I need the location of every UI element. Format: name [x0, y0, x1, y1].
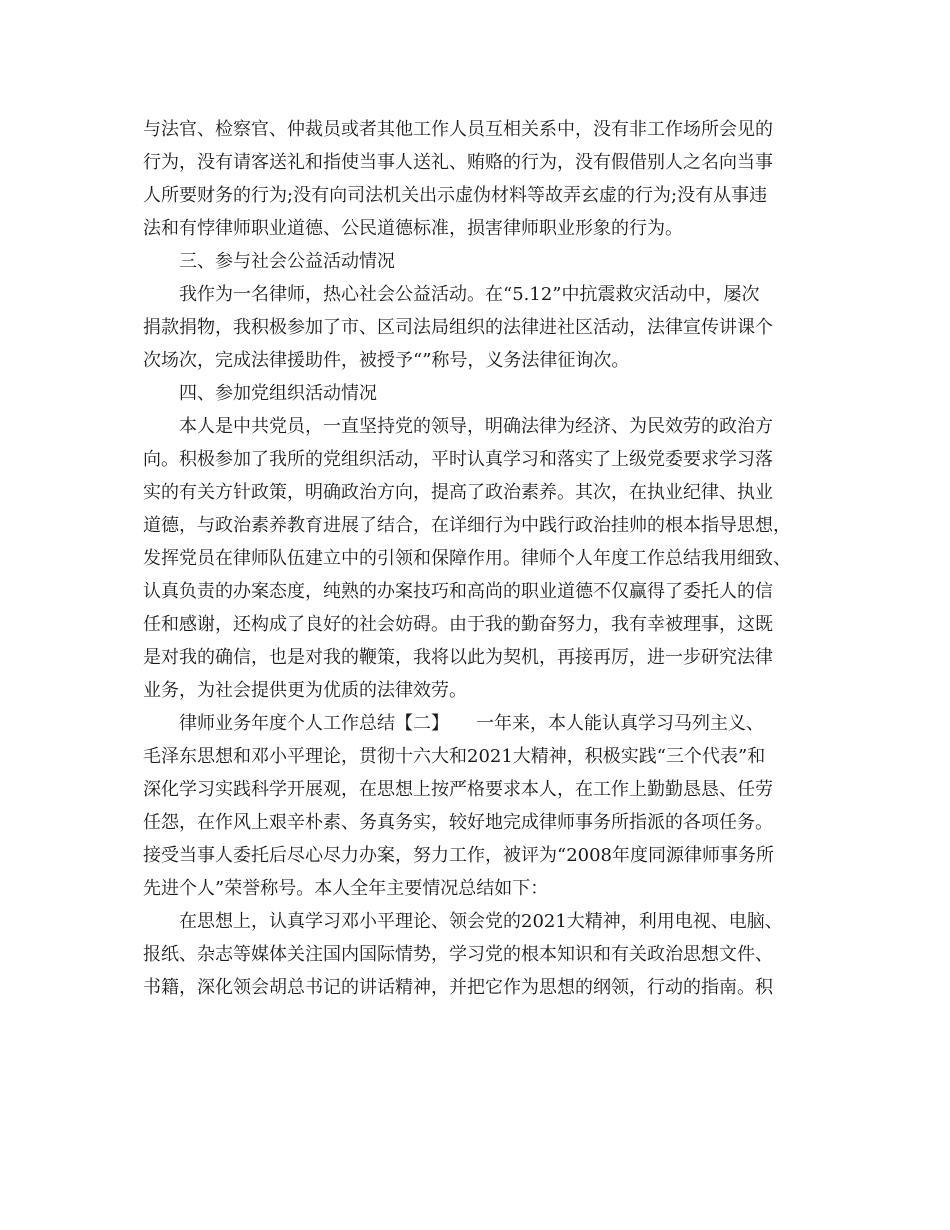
text-line: 在思想上，认真学习邓小平理论、领会党的2021大精神，利用电视、电脑、	[179, 911, 783, 932]
section-heading: 三、参与社会公益活动情况	[179, 251, 395, 272]
section-heading: 四、参加党组织活动情况	[179, 383, 377, 404]
text-line: 书籍，深化领会胡总书记的讲话精神，并把它作为思想的纲领，行动的指南。积	[143, 977, 773, 998]
text-line: 毛泽东思想和邓小平理论，贯彻十六大和2021大精神，积极实践“三个代表”和	[143, 746, 766, 767]
text-line: 人所要财务的行为;没有向司法机关出示虚伪材料等故弄玄虚的行为;没有从事违	[143, 185, 768, 206]
text-line: 深化学习实践科学开展观，在思想上按严格要求本人，在工作上勤勤恳恳、任劳	[143, 779, 773, 800]
text-line: 是对我的确信，也是对我的鞭策，我将以此为契机，再接再厉，进一步研究法律	[143, 647, 773, 668]
text-line: 先进个人”荣誉称号。本人全年主要情况总结如下：	[143, 878, 549, 899]
text-line: 法和有悖律师职业道德、公民道德标准，损害律师职业形象的行为。	[143, 218, 683, 239]
text-line: 与法官、检察官、仲裁员或者其他工作人员互相关系中，没有非工作场所会见的	[143, 119, 773, 140]
text-line: 实的有关方针政策，明确政治方向，提高了政治素养。其次，在执业纪律、执业	[143, 482, 773, 503]
text-line: 次场次，完成法律援助件，被授予“”称号，义务法律征询次。	[143, 350, 630, 371]
text-line: 任和感谢，还构成了良好的社会妨碍。由于我的勤奋努力，我有幸被理事，这既	[143, 614, 773, 635]
text-line: 道德，与政治素养教育进展了结合，在详细行为中践行政治挂帅的根本指导思想，	[143, 515, 791, 536]
text-line: 律师业务年度个人工作总结【二】 一年来，本人能认真学习马列主义、	[179, 713, 764, 734]
text-line: 本人是中共党员，一直坚持党的领导，明确法律为经济、为民效劳的政治方	[179, 416, 773, 437]
text-line: 接受当事人委托后尽心尽力办案，努力工作，被评为“2008年度同源律师事务所	[143, 845, 775, 866]
text-line: 认真负责的办案态度，纯熟的办案技巧和高尚的职业道德不仅赢得了委托人的信	[143, 581, 773, 602]
text-line: 向。积极参加了我所的党组织活动，平时认真学习和落实了上级党委要求学习落	[143, 449, 773, 470]
text-line: 我作为一名律师，热心社会公益活动。在“5.12”中抗震救灾活动中，屡次	[179, 284, 760, 305]
text-line: 捐款捐物，我积极参加了市、区司法局组织的法律进社区活动，法律宣传讲课个	[143, 317, 773, 338]
text-line: 任怨，在作风上艰辛朴素、务真务实，较好地完成律师事务所指派的各项任务。	[143, 812, 773, 833]
text-line: 报纸、杂志等媒体关注国内国际情势，学习党的根本知识和有关政治思想文件、	[143, 944, 773, 965]
text-line: 业务，为社会提供更为优质的法律效劳。	[143, 680, 467, 701]
text-line: 发挥党员在律师队伍建立中的引领和保障作用。律师个人年度工作总结我用细致、	[143, 548, 791, 569]
text-line: 行为，没有请客送礼和指使当事人送礼、贿赂的行为，没有假借别人之名向当事	[143, 152, 773, 173]
